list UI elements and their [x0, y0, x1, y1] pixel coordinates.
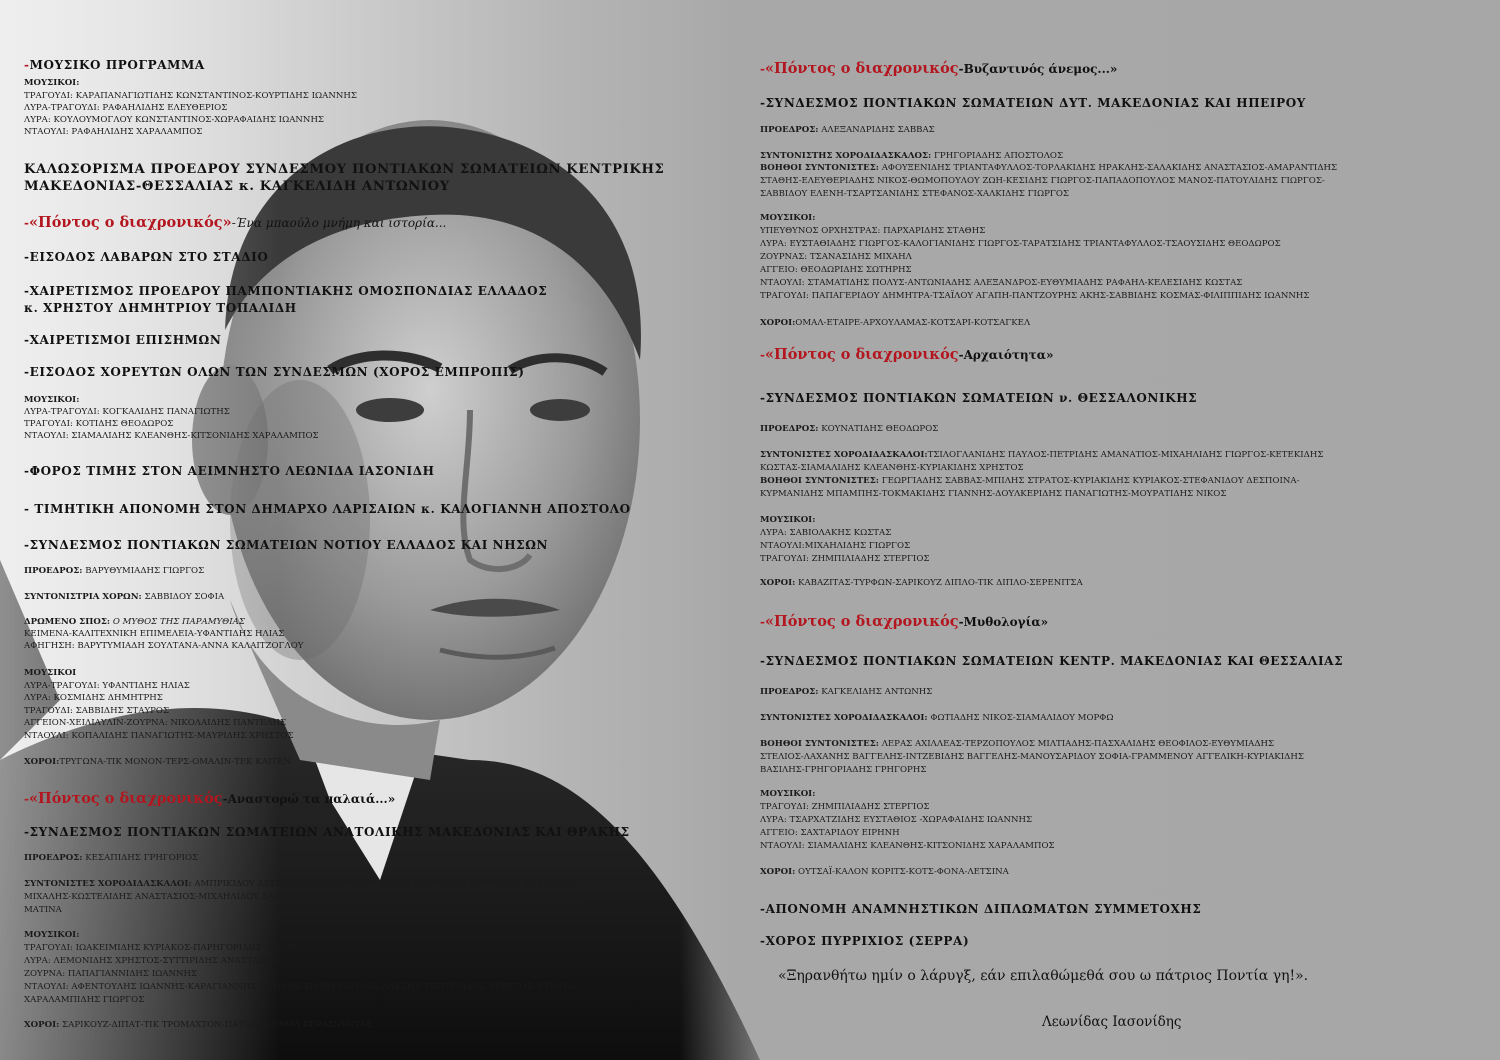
central-macedonia-music-line: ΤΡΑΓΟΥΔΙ: ΖΗΜΠΙΛΙΑΔΗΣ ΣΤΕΡΓΙΟΣ: [760, 802, 930, 812]
opening-music-line: ΛΥΡΑ-ΤΡΑΓΟΥΔΙ: ΡΑΦΑΗΛΙΔΗΣ ΕΛΕΥΘΕΡΙΟΣ: [24, 103, 228, 113]
central-macedonia-music-line: ΑΓΓΕΙΟ: ΣΑΧΤΑΡΙΔΟΥ ΕΙΡΗΝΗ: [760, 828, 900, 838]
central-macedonia-music-label: ΜΟΥΣΙΚΟΙ:: [760, 789, 816, 799]
dancers-music-line: ΛΥΡΑ-ΤΡΑΓΟΥΔΙ: ΚΟΓΚΑΛΙΔΗΣ ΠΑΝΑΓΙΩΤΗΣ: [24, 407, 230, 417]
east-macedonia-coords-line: ΜΙΧΑΛΗΣ-ΚΩΣΤΕΛΙΔΗΣ ΑΝΑΣΤΑΣΙΟΣ-ΜΙΧΑΗΛΙΔΟΥ ΣΑΛΩΜΗ-ΝΙΚΟΛΑΟΥ ΣΤΕΛΙΟΣ-ΠΑΚΑΤΑΡΙΔΗΣ ΧΡΗΣΤΟΣ-ΤΣΟΥΛΦΙΔΟΥ: [24, 892, 580, 902]
west-macedonia-music-line: ΤΡΑΓΟΥΔΙ: ΠΑΠΑΓΕΡΙΔΟΥ ΔΗΜΗΤΡΑ-ΤΣΑΪΛΟΥ ΑΓΑΠΗ-ΠΑΝΤΖΟΥΡΗΣ ΑΚΗΣ-ΣΑΒΒΙΔΗΣ ΚΟΣΜΑΣ-ΦΙΛΙΠΠΙΔΗΣ ΙΩΑΝΝΗΣ: [760, 291, 1310, 301]
south-greece-dance-coord: ΣΥΝΤΟΝΙΣΤΡΙΑ ΧΟΡΩΝ: ΣΑΒΒΙΔΟΥ ΣΟΦΙΑ: [24, 592, 225, 602]
thessaloniki-coords: ΣΥΝΤΟΝΙΣΤΕΣ ΧΟΡΟΔΙΔΑΣΚΑΛΟΙ:ΤΣΙΛΟΓΛΑΝΙΔΗΣ ΠΑΥΛΟΣ-ΠΕΤΡΙΔΗΣ ΑΜΑΝΑΤΙΟΣ-ΜΙΧΑΗΛΙΔΗΣ ΓΙΩΡΓΟΣ-ΚΕΤΕΚΙΔΗΣ: [760, 450, 1324, 460]
south-greece-play-line: ΑΦΗΓΗΣΗ: ΒΑΡΥΤΥΜΙΑΔΗ ΣΟΥΛΤΑΝΑ-ΑΝΝΑ ΚΑΛΑΙΤΖΟΓΛΟΥ: [24, 641, 304, 651]
west-macedonia-music-line: ΥΠΕΥΘΥΝΟΣ ΟΡΧΗΣΤΡΑΣ: ΠΑΡΧΑΡΙΔΗΣ ΣΤΑΘΗΣ: [760, 226, 986, 236]
south-greece-music-line: ΑΓΓΕΙΟΝ-ΧΕΙΛΙΑΥΛΙΝ-ΖΟΥΡΝΑ: ΝΙΚΟΛΑΙΔΗΣ ΠΑΝΤΕΛΗΣ: [24, 718, 287, 728]
west-macedonia-helpers-line: ΣΑΒΒΙΔΟΥ ΕΛΕΝΗ-ΤΣΑΡΤΣΑΝΙΔΗΣ ΣΤΕΦΑΝΟΣ-ΧΑΛΚΙΔΗΣ ΓΙΩΡΓΟΣ: [760, 189, 1069, 199]
south-greece-dances: ΧΟΡΟΙ:ΤΡΥΓΩΝΑ-ΤΙΚ ΜΟΝΟΝ-ΤΕΡΣ-ΟΜΑΛΙΝ-ΤΕΚ ΚΑΙΤΕΝ: [24, 757, 291, 767]
east-macedonia-music-line: ΖΟΥΡΝΑ: ΠΑΠΑΓΙΑΝΝΙΔΗΣ ΙΩΑΝΝΗΣ: [24, 969, 198, 979]
opening-music-label: ΜΟΥΣΙΚΟΙ:: [24, 78, 80, 88]
east-macedonia-title: -ΣΥΝΔΕΣΜΟΣ ΠΟΝΤΙΑΚΩΝ ΣΩΜΑΤΕΙΩΝ ΑΝΑΤΟΛΙΚΗΣ ΜΑΚΕΔΟΝΙΑΣ ΚΑΙ ΘΡΑΚΗΣ: [24, 825, 630, 839]
part-title-3: -«Πόντος ο διαχρονικός-Βυζαντινός άνεμος...»: [760, 60, 1118, 77]
south-greece-play: ΔΡΩΜΕΝΟ ΣΠΟΣ: Ο ΜΥΘΟΣ ΤΗΣ ΠΑΡΑΜΥΘΙΑΣ: [24, 617, 245, 627]
central-macedonia-president: ΠΡΟΕΔΡΟΣ: ΚΑΓΚΕΛΙΔΗΣ ΑΝΤΩΝΗΣ: [760, 687, 933, 697]
west-macedonia-helpers: ΒΟΗΘΟΙ ΣΥΝΤΟΝΙΣΤΕΣ: ΑΦΟΥΞΕΝΙΔΗΣ ΤΡΙΑΝΤΑΦΥΛΛΟΣ-ΤΟΡΛΑΚΙΔΗΣ ΗΡΑΚΛΗΣ-ΣΑΛΑΚΙΔΗΣ ΑΝΑΣΤΑΣΙΟΣ-ΑΜΑΡΑΝΤΙΔΗΣ: [760, 163, 1338, 173]
central-macedonia-helpers-line: ΣΤΕΛΙΟΣ-ΛΑΧΑΝΗΣ ΒΑΓΓΕΛΗΣ-ΙΝΤΖΕΒΙΔΗΣ ΒΑΓΓΕΛΗΣ-ΜΑΝΟΥΣΑΡΙΔΟΥ ΣΟΦΙΑ-ΓΡΑΜΜΕΝΟΥ ΑΓΓΕΛΙΚΗ-ΚΥΡΙΑΚΙΔΗΣ: [760, 752, 1304, 762]
central-macedonia-helpers-line: ΒΑΣΙΛΗΣ-ΓΡΗΓΟΡΙΑΔΗΣ ΓΡΗΓΟΡΗΣ: [760, 765, 927, 775]
thessaloniki-dances: ΧΟΡΟΙ: ΚΑΒΑΖΙΤΑΣ-ΤΥΡΦΩΝ-ΣΑΡΙΚΟΥΖ ΔΙΠΛΟ-ΤΙΚ ΔΙΠΛΟ-ΣΕΡΕΝΙΤΣΑ: [760, 578, 1083, 588]
event-greeting-popoe: -ΧΑΙΡΕΤΙΣΜΟΣ ΠΡΟΕΔΡΟΥ ΠΑΜΠΟΝΤΙΑΚΗΣ ΟΜΟΣΠΟΝΔΙΑΣ ΕΛΛΑΔΟΣ: [24, 284, 548, 298]
west-macedonia-dances: ΧΟΡΟΙ:ΟΜΑΛ-ΕΤΑΙΡΕ-ΑΡΧΟΥΛΑΜΑΣ-ΚΟΤΣΑΡΙ-ΚΟΤΣΑΓΚΕΛ: [760, 318, 1031, 328]
thessaloniki-music-label: ΜΟΥΣΙΚΟΙ:: [760, 515, 816, 525]
east-macedonia-music-label: ΜΟΥΣΙΚΟΙ:: [24, 930, 80, 940]
west-macedonia-coord: ΣΥΝΤΟΝΙΣΤΗΣ ΧΟΡΟΔΙΔΑΣΚΑΛΟΣ: ΓΡΗΓΟΡΙΑΔΗΣ ΑΠΟΣΤΟΛΟΣ: [760, 151, 1064, 161]
east-macedonia-coords-line: ΜΑΤΙΝΑ: [24, 905, 62, 915]
west-macedonia-music-label: ΜΟΥΣΙΚΟΙ:: [760, 213, 816, 223]
dancers-music-line: ΤΡΑΓΟΥΔΙ: ΚΟΤΙΔΗΣ ΘΕΟΔΩΡΟΣ: [24, 419, 174, 429]
part-title-2: -«Πόντος ο διαχρονικός-Αναστορώ τα παλαιά...»: [24, 790, 396, 807]
opening-music-line: ΛΥΡΑ: ΚΟΥΛΟΥΜΟΓΛΟΥ ΚΩΝΣΤΑΝΤΙΝΟΣ-ΧΩΡΑΦΑΙΔΗΣ ΙΩΑΝΝΗΣ: [24, 115, 325, 125]
central-macedonia-music-line: ΛΥΡΑ: ΤΣΑΡΧΑΤΖΙΔΗΣ ΕΥΣΤΑΘΙΟΣ -ΧΩΡΑΦΑΙΔΗΣ ΙΩΑΝΝΗΣ: [760, 815, 1033, 825]
dancers-music-label: ΜΟΥΣΙΚΟΙ:: [24, 395, 80, 405]
event-dancers-entry: -ΕΙΣΟΔΟΣ ΧΟΡΕΥΤΩΝ ΟΛΩΝ ΤΩΝ ΣΥΝΔΕΣΜΩΝ (ΧΟΡΟΣ ΕΜΠΡΟΠΙΣ): [24, 365, 525, 379]
west-macedonia-music-line: ΝΤΑΟΥΛΙ: ΣΤΑΜΑΤΙΔΗΣ ΠΟΛΥΣ-ΑΝΤΩΝΙΑΔΗΣ ΑΛΕΞΑΝΔΡΟΣ-ΕΥΘΥΜΙΑΔΗΣ ΡΑΦΑΗΛ-ΚΕΛΕΣΙΔΗΣ ΚΩΣΤΑΣ: [760, 278, 1243, 288]
west-macedonia-music-line: ΖΟΥΡΝΑΣ: ΤΣΑΝΑΣΙΔΗΣ ΜΙΧΑΗΛ: [760, 252, 912, 262]
central-macedonia-dances: ΧΟΡΟΙ: ΟΥΤΣΑΪ-ΚΑΛΟΝ ΚΟΡΙΤΣ-ΚΟΤΣ-ΦΟΝΑ-ΛΕΤΣΙΝΑ: [760, 867, 1009, 877]
south-greece-title: -ΣΥΝΔΕΣΜΟΣ ΠΟΝΤΙΑΚΩΝ ΣΩΜΑΤΕΙΩΝ ΝΟΤΙΟΥ ΕΛΛΑΔΟΣ ΚΑΙ ΝΗΣΩΝ: [24, 538, 549, 552]
central-macedonia-helpers: ΒΟΗΘΟΙ ΣΥΝΤΟΝΙΣΤΕΣ: ΛΕΡΑΣ ΑΧΙΛΛΕΑΣ-ΤΕΡΖΟΠΟΥΛΟΣ ΜΙΛΤΙΑΔΗΣ-ΠΑΣΧΑΛΙΔΗΣ ΘΕΟΦΙΛΟΣ-ΕΥΘΥΜΙΑΔΗΣ: [760, 739, 1275, 749]
event-tribute: -ΦΟΡΟΣ ΤΙΜΗΣ ΣΤΟΝ ΑΕΙΜΝΗΣΤΟ ΛΕΩΝΙΔΑ ΙΑΣΟΝΙΔΗ: [24, 464, 435, 478]
east-macedonia-music-line: ΤΡΑΓΟΥΔΙ: ΙΩΑΚΕΙΜΙΔΗΣ ΚΥΡΙΑΚΟΣ-ΠΑΡΗΓΟΡΙΔΗΣ ΙΩΑΝΝΗΣ: [24, 943, 311, 953]
part-title-4: -«Πόντος ο διαχρονικός-Αρχαιότητα»: [760, 346, 1054, 363]
south-greece-music-label: ΜΟΥΣΙΚΟΙ: [24, 668, 77, 678]
event-greeting-popoe: κ. ΧΡΗΣΤΟΥ ΔΗΜΗΤΡΙΟΥ ΤΟΠΑΛΙΔΗ: [24, 301, 297, 315]
part-title-5: -«Πόντος ο διαχρονικός-Μυθολογία»: [760, 613, 1049, 630]
east-macedonia-president: ΠΡΟΕΔΡΟΣ: ΚΕΣΑΠΙΔΗΣ ΓΡΗΓΟΡΙΟΣ: [24, 853, 199, 863]
part-title-1: -«Πόντος ο διαχρονικός»-Ένα μπαούλο μνήμη και ιστορία...: [24, 214, 447, 231]
south-greece-play-line: ΚΕΙΜΕΝΑ-ΚΑΛΙΤΕΧΝΙΚΗ ΕΠΙΜΕΛΕΙΑ-ΥΦΑΝΤΙΔΗΣ ΗΛΙΑΣ: [24, 629, 285, 639]
west-macedonia-title: -ΣΥΝΔΕΣΜΟΣ ΠΟΝΤΙΑΚΩΝ ΣΩΜΑΤΕΙΩΝ ΔΥΤ. ΜΑΚΕΔΟΝΙΑΣ ΚΑΙ ΗΠΕΙΡΟΥ: [760, 96, 1306, 110]
west-macedonia-music-line: ΑΓΓΕΙΟ: ΘΕΟΔΩΡΙΔΗΣ ΣΩΤΗΡΗΣ: [760, 265, 912, 275]
thessaloniki-music-line: ΛΥΡΑ: ΣΑΒΙΟΛΑΚΗΣ ΚΩΣΤΑΣ: [760, 528, 892, 538]
thessaloniki-helpers: ΒΟΗΘΟΙ ΣΥΝΤΟΝΙΣΤΕΣ: ΓΕΩΡΓΙΑΔΗΣ ΣΑΒΒΑΣ-ΜΠΙΛΗΣ ΣΤΡΑΤΟΣ-ΚΥΡΙΑΚΙΔΗΣ ΚΥΡΙΑΚΟΣ-ΣΤΕΦΑΝΙΔΟΥ ΔΕΣΠΟΙΝΑ-: [760, 476, 1300, 486]
thessaloniki-president: ΠΡΟΕΔΡΟΣ: ΚΟΥΝΑΤΙΔΗΣ ΘΕΟΔΩΡΟΣ: [760, 424, 939, 434]
central-macedonia-title: -ΣΥΝΔΕΣΜΟΣ ΠΟΝΤΙΑΚΩΝ ΣΩΜΑΤΕΙΩΝ ΚΕΝΤΡ. ΜΑΚΕΔΟΝΙΑΣ ΚΑΙ ΘΕΣΣΑΛΙΑΣ: [760, 654, 1344, 668]
west-macedonia-music-line: ΛΥΡΑ: ΕΥΣΤΑΘΙΑΔΗΣ ΓΙΩΡΓΟΣ-ΚΑΛΟΓΙΑΝΙΔΗΣ ΓΙΩΡΓΟΣ-ΤΑΡΑΤΣΙΔΗΣ ΤΡΙΑΝΤΑΦΥΛΛΟΣ-ΤΣΑΟΥΣΙΔΗΣ ΘΕΟΔΩΡΟΣ: [760, 239, 1281, 249]
event-greetings-officials: -ΧΑΙΡΕΤΙΣΜΟΙ ΕΠΙΣΗΜΩΝ: [24, 333, 222, 347]
west-macedonia-helpers-line: ΣΤΑΘΗΣ-ΕΛΕΥΘΕΡΙΑΔΗΣ ΝΙΚΟΣ-ΘΩΜΟΠΟΥΛΟΥ ΖΩΗ-ΚΕΣΙΔΗΣ ΓΙΩΡΓΟΣ-ΠΑΠΑΔΟΠΟΥΛΟΣ ΜΑΝΟΣ-ΠΑΤΟΥΛΙΔΗΣ ΓΙΩΡΓΟΣ-: [760, 176, 1325, 186]
east-macedonia-dances: ΧΟΡΟΙ: ΣΑΡΙΚΟΥΖ-ΔΙΠΑΤ-ΤΙΚ ΤΡΟΜΑΧΤΟΝ-ΠΑΤΟΥΛΑ-ΟΜΑΛ ΚΕΡΑΣΟΥΝΤΑΣ: [24, 1020, 373, 1030]
thessaloniki-title: -ΣΥΝΔΕΣΜΟΣ ΠΟΝΤΙΑΚΩΝ ΣΩΜΑΤΕΙΩΝ ν. ΘΕΣΣΑΛΟΝΙΚΗΣ: [760, 391, 1198, 405]
east-macedonia-music-line: ΛΥΡΑ: ΛΕΜΟΝΙΔΗΣ ΧΡΗΣΤΟΣ-ΣΥΤΤΙΡΙΔΗΣ ΑΝΑΣΤΑΣΙΟΣ-: [24, 956, 285, 966]
west-macedonia-president: ΠΡΟΕΔΡΟΣ: ΑΛΕΞΑΝΔΡΙΔΗΣ ΣΑΒΒΑΣ: [760, 125, 935, 135]
event-flags: -ΕΙΣΟΔΟΣ ΛΑΒΑΡΩΝ ΣΤΟ ΣΤΑΔΙΟ: [24, 250, 269, 264]
east-macedonia-music-line: ΝΤΑΟΥΛΙ: ΑΦΕΝΤΟΥΛΗΣ ΙΩΑΝΝΗΣ-ΚΑΡΑΓΙΑΝΝΗΣ ΒΑΣΙΛΗΣ-ΣΙΔΗΡΟΠΟΥΛΟΣ ΑΛΕΞΗΣ-ΤΣΕΠΕΝΙΔΗΣ ΧΡΗΣΤΟΣ-ΝΤΑΟΥΛΙ: [24, 982, 578, 992]
welcome-line: ΚΑΛΩΣΟΡΙΣΜΑ ΠΡΟΕΔΡΟΥ ΣΥΝΔΕΣΜΟΥ ΠΟΝΤΙΑΚΩΝ ΣΩΜΑΤΕΙΩΝ ΚΕΝΤΡΙΚΗΣ: [24, 162, 665, 177]
closing-author: Λεωνίδας Ιασονίδης: [1042, 1014, 1182, 1030]
welcome-line: ΜΑΚΕΔΟΝΙΑΣ-ΘΕΣΣΑΛΙΑΣ κ. ΚΑΓΚΕΛΙΔΗ ΑΝΤΩΝΙΟΥ: [24, 179, 450, 194]
central-macedonia-music-line: ΝΤΑΟΥΛΙ: ΣΙΑΜΑΛΙΔΗΣ ΚΛΕΑΝΘΗΣ-ΚΙΤΣΟΝΙΔΗΣ ΧΑΡΑΛΑΜΠΟΣ: [760, 841, 1055, 851]
south-greece-music-line: ΛΥΡΑ: ΚΟΣΜΙΔΗΣ ΔΗΜΗΤΡΗΣ: [24, 693, 163, 703]
south-greece-president: ΠΡΟΕΔΡΟΣ: ΒΑΡΥΘΥΜΙΑΔΗΣ ΓΙΩΡΓΟΣ: [24, 566, 205, 576]
program-title: -ΜΟΥΣΙΚΟ ΠΡΟΓΡΑΜΜΑ: [24, 58, 205, 72]
closing-pyrrhichios: -ΧΟΡΟΣ ΠΥΡΡΙΧΙΟΣ (ΣΕΡΡΑ): [760, 934, 970, 948]
closing-quote: «Ξηρανθήτω ημίν ο λάρυγξ, εάν επιλαθώμεθά σου ω πάτριος Ποντία γη!».: [778, 968, 1309, 984]
dancers-music-line: ΝΤΑΟΥΛΙ: ΣΙΑΜΑΛΙΔΗΣ ΚΛΕΑΝΘΗΣ-ΚΙΤΣΟΝΙΔΗΣ ΧΑΡΑΛΑΜΠΟΣ: [24, 431, 319, 441]
thessaloniki-music-line: ΤΡΑΓΟΥΔΙ: ΖΗΜΠΙΛΙΑΔΗΣ ΣΤΕΡΓΙΟΣ: [760, 554, 930, 564]
opening-music-line: ΝΤΑΟΥΛΙ: ΡΑΦΑΗΛΙΔΗΣ ΧΑΡΑΛΑΜΠΟΣ: [24, 127, 203, 137]
south-greece-music-line: ΛΥΡΑ-ΤΡΑΓΟΥΔΙ: ΥΦΑΝΤΙΔΗΣ ΗΛΙΑΣ: [24, 681, 190, 691]
south-greece-music-line: ΤΡΑΓΟΥΔΙ: ΣΑΒΒΙΔΗΣ ΣΤΑΥΡΟΣ: [24, 706, 170, 716]
event-honor-mayor: - ΤΙΜΗΤΙΚΗ ΑΠΟΝΟΜΗ ΣΤΟΝ ΔΗΜΑΡΧΟ ΛΑΡΙΣΑΙΩΝ κ. ΚΑΛΟΓΙΑΝΝΗ ΑΠΟΣΤΟΛΟ: [24, 502, 631, 516]
central-macedonia-coords: ΣΥΝΤΟΝΙΣΤΕΣ ΧΟΡΟΔΙΔΑΣΚΑΛΟΙ: ΦΩΤΙΑΔΗΣ ΝΙΚΟΣ-ΣΙΑΜΑΛΙΔΟΥ ΜΟΡΦΩ: [760, 713, 1114, 723]
thessaloniki-helpers-line: ΚΥΡΜΑΝΙΔΗΣ ΜΠΑΜΠΗΣ-ΤΟΚΜΑΚΙΔΗΣ ΓΙΑΝΝΗΣ-ΔΟΥΛΚΕΡΙΔΗΣ ΠΑΝΑΓΙΩΤΗΣ-ΜΟΥΡΑΤΙΔΗΣ ΝΙΚΟΣ: [760, 489, 1227, 499]
thessaloniki-music-line: ΝΤΑΟΥΛΙ:ΜΙΧΑΗΛΙΔΗΣ ΓΙΩΡΓΟΣ: [760, 541, 911, 551]
opening-music-line: ΤΡΑΓΟΥΔΙ: ΚΑΡΑΠΑΝΑΓΙΩΤΙΔΗΣ ΚΩΝΣΤΑΝΤΙΝΟΣ-ΚΟΥΡΤΙΔΗΣ ΙΩΑΝΝΗΣ: [24, 91, 357, 101]
south-greece-music-line: ΝΤΑΟΥΛΙ: ΚΟΠΑΛΙΔΗΣ ΠΑΝΑΓΙΩΤΗΣ-ΜΑΥΡΙΔΗΣ ΧΡΗΣΤΟΣ: [24, 731, 294, 741]
east-macedonia-music-line: ΧΑΡΑΛΑΜΠΙΔΗΣ ΓΙΩΡΓΟΣ: [24, 995, 145, 1005]
closing-diplomas: -ΑΠΟΝΟΜΗ ΑΝΑΜΝΗΣΤΙΚΩΝ ΔΙΠΛΩΜΑΤΩΝ ΣΥΜΜΕΤΟΧΗΣ: [760, 902, 1202, 916]
thessaloniki-coords-line: ΚΩΣΤΑΣ-ΣΙΑΜΑΛΙΔΗΣ ΚΛΕΑΝΘΗΣ-ΚΥΡΙΑΚΙΔΗΣ ΧΡΗΣΤΟΣ: [760, 463, 1024, 473]
east-macedonia-coords: ΣΥΝΤΟΝΙΣΤΕΣ ΧΟΡΟΔΙΔΑΣΚΑΛΟΙ: ΑΜΠΡΙΚΙΔΟΥ ΔΕΣΠΟΙΝΑ-ΔΙΑΜΑΝΤΙΔΟΥ ΜΑΡΙΑ-ΚΑΛΤΣΙΔΗΣ ΜΑΘΘΑΙΟΣ-ΚΑΤΑΣΙΔΗΣ: [24, 879, 579, 889]
